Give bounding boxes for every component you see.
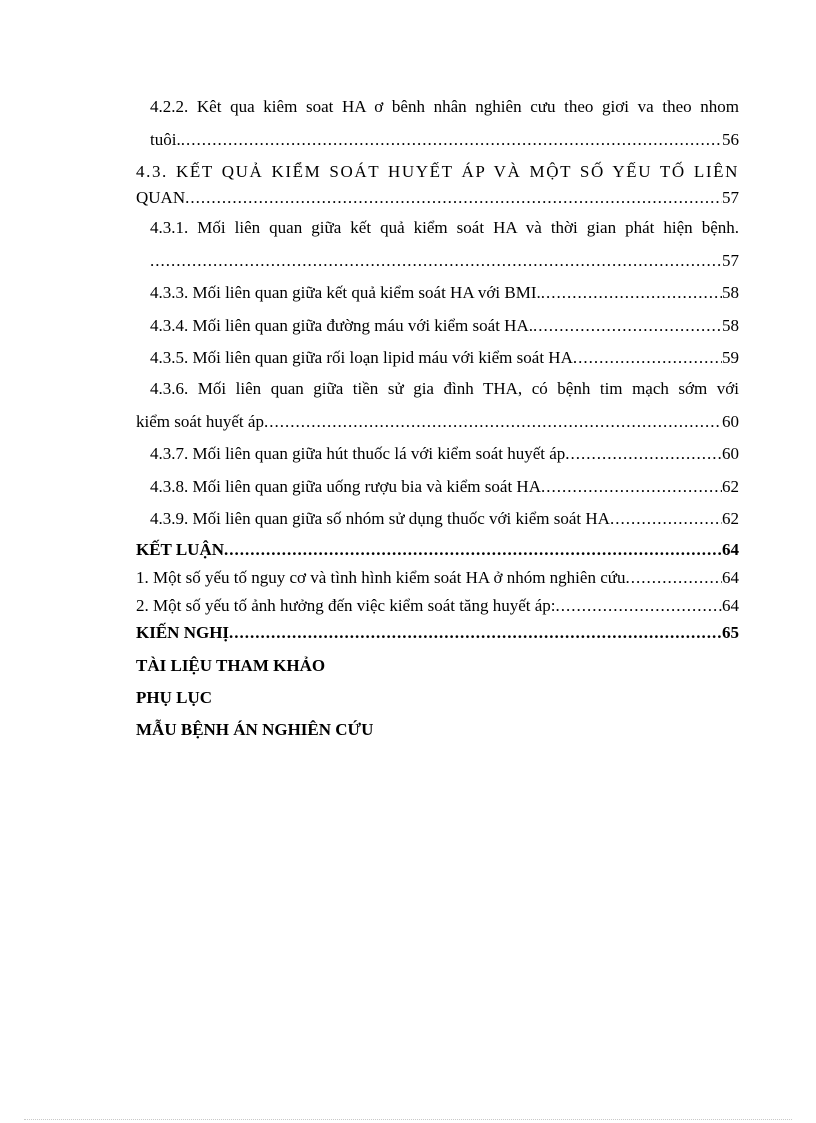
toc-entry-text: QUAN [136, 188, 186, 207]
toc-page-number: 64 [722, 540, 739, 559]
toc-leader-dots [556, 595, 722, 617]
toc-entry-text: 4.3.9. Mối liên quan giữa số nhóm sử dụng thuốc với kiểm soát HA [150, 509, 610, 528]
toc-entry-conclusion-1[interactable] [136, 567, 739, 589]
toc-entry-4-3-6-line1: 4.3.6. Mối liên quan giữa tiền sử gia đình THA, có bệnh tim mạch sớm với [150, 379, 739, 398]
toc-leader-dots [565, 443, 722, 465]
toc-leader-dots [573, 347, 722, 369]
toc-entry-text: KẾT LUẬN [136, 540, 225, 559]
toc-entry-4-2-2[interactable] [150, 129, 739, 151]
toc-entry-text: kiểm soát huyết áp [136, 412, 264, 431]
toc-entry-text: KIẾN NGHỊ [136, 623, 230, 642]
toc-page-number: 58 [722, 283, 739, 302]
toc-leader-dots [625, 567, 722, 589]
toc-entry-4-3-line1: 4.3. KẾT QUẢ KIỂM SOÁT HUYẾT ÁP VÀ MỘT SỐ YẾU TỐ LIÊN [136, 162, 739, 181]
toc-entry-conclusion-2[interactable] [136, 595, 739, 617]
page-bottom-border [24, 1119, 792, 1120]
toc-entry-4-3-7[interactable] [150, 443, 739, 465]
toc-entry-4-3[interactable] [136, 187, 739, 209]
toc-entry-4-3-1[interactable] [150, 250, 739, 272]
toc-page-number: 64 [722, 568, 739, 587]
toc-entry-text: 4.3.7. Mối liên quan giữa hút thuốc lá với kiểm soát huyết áp [150, 444, 566, 463]
toc-page-number: 56 [722, 130, 739, 149]
toc-entry-mau-benh-an[interactable]: MẪU BỆNH ÁN NGHIÊN CỨU [136, 720, 374, 739]
toc-page-number: 57 [722, 251, 739, 270]
toc-leader-dots [541, 476, 722, 498]
toc-page-number: 60 [722, 444, 739, 463]
toc-entry-4-3-3[interactable] [150, 282, 739, 304]
toc-entry-4-3-5[interactable] [150, 347, 739, 369]
toc-entry-tai-lieu-tham-khao[interactable]: TÀI LIỆU THAM KHẢO [136, 656, 326, 675]
toc-leader-dots [533, 315, 722, 337]
toc-leader-dots [264, 411, 722, 433]
toc-entry-text: 1. Một số yếu tố nguy cơ và tình hình kiểm soát HA ở nhóm nghiên cứu [136, 568, 626, 587]
toc-page-number: 64 [722, 596, 739, 615]
toc-leader-dots [229, 622, 722, 644]
toc-leader-dots [185, 187, 722, 209]
toc-leader-dots [224, 539, 722, 561]
toc-entry-4-3-9[interactable] [150, 508, 739, 530]
toc-leader-dots [541, 282, 722, 304]
toc-entry-text: 4.3.8. Mối liên quan giữa uống rượu bia và kiểm soát HA [150, 477, 541, 496]
toc-page-number: 65 [722, 623, 739, 642]
toc-leader-dots [150, 250, 722, 272]
toc-entry-4-3-4[interactable] [150, 315, 739, 337]
toc-leader-dots [181, 129, 722, 151]
toc-entry-text: 4.3.4. Mối liên quan giữa đường máu với kiểm soát HA. [150, 316, 533, 335]
toc-entry-4-2-2-line1: 4.2.2. Kêt qua kiêm soat HA ơ bênh nhân nghiên cưu theo giơi va theo nhom [150, 97, 739, 116]
toc-page-number: 57 [722, 188, 739, 207]
toc-entry-kien-nghi[interactable] [136, 622, 739, 644]
toc-page-number: 58 [722, 316, 739, 335]
toc-page-number: 62 [722, 477, 739, 496]
toc-entry-text: 4.3.5. Mối liên quan giữa rối loạn lipid máu với kiểm soát HA [150, 348, 573, 367]
toc-page-number: 60 [722, 412, 739, 431]
toc-entry-text: tuôi. [150, 130, 181, 149]
toc-entry-ket-luan[interactable] [136, 539, 739, 561]
toc-entry-4-3-8[interactable] [150, 476, 739, 498]
toc-leader-dots [610, 508, 722, 530]
toc-page-number: 62 [722, 509, 739, 528]
toc-entry-text: 4.3.3. Mối liên quan giữa kết quả kiểm soát HA với BMI. [150, 283, 541, 302]
toc-entry-4-3-1-line1: 4.3.1. Mối liên quan giữa kết quả kiểm soát HA và thời gian phát hiện bệnh. [150, 218, 739, 237]
toc-entry-text: 2. Một số yếu tố ảnh hưởng đến việc kiểm soát tăng huyết áp: [136, 596, 556, 615]
toc-entry-4-3-6[interactable] [136, 411, 739, 433]
toc-page-number: 59 [722, 348, 739, 367]
toc-entry-phu-luc[interactable]: PHỤ LỤC [136, 688, 213, 707]
